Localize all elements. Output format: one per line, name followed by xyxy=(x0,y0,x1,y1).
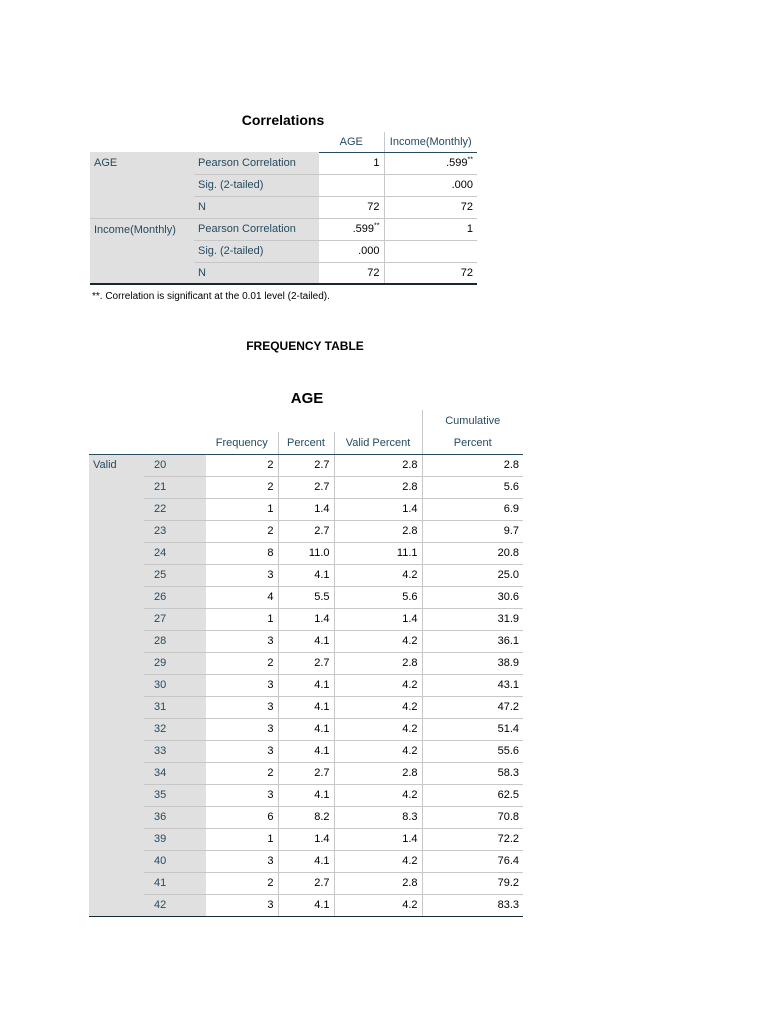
cell-percent: 2.7 xyxy=(278,762,334,784)
cell-frequency: 3 xyxy=(206,696,278,718)
cell-percent: 11.0 xyxy=(278,542,334,564)
age-value: 34 xyxy=(144,762,206,784)
cell-valid-percent: 4.2 xyxy=(334,696,422,718)
table-row xyxy=(89,762,523,784)
age-value: 29 xyxy=(144,652,206,674)
cell-valid-percent: 2.8 xyxy=(334,476,422,498)
age-value: 42 xyxy=(144,894,206,916)
significance-mark: ** xyxy=(374,222,380,230)
cell-percent: 4.1 xyxy=(278,740,334,762)
age-value: 28 xyxy=(144,630,206,652)
age-value: 32 xyxy=(144,718,206,740)
cell-cumulative-percent: 30.6 xyxy=(422,586,523,608)
cell-valid-percent: 4.2 xyxy=(334,674,422,696)
row-group-label: Valid xyxy=(89,454,144,916)
age-value: 24 xyxy=(144,542,206,564)
table-row xyxy=(89,872,523,894)
age-value: 26 xyxy=(144,586,206,608)
age-value: 31 xyxy=(144,696,206,718)
cell-percent: 4.1 xyxy=(278,696,334,718)
header-row xyxy=(89,410,523,432)
cell-percent: 2.7 xyxy=(278,652,334,674)
cell-percent: 2.7 xyxy=(278,476,334,498)
cell-frequency: 3 xyxy=(206,564,278,586)
cell-percent: 4.1 xyxy=(278,630,334,652)
correlations-footnote: **. Correlation is significant at the 0.01 level (2-tailed). xyxy=(92,291,330,302)
table-row xyxy=(89,718,523,740)
statistic-label: Sig. (2-tailed) xyxy=(194,240,319,262)
cell-value: .000 xyxy=(319,240,384,262)
table-row xyxy=(90,218,477,240)
table-row xyxy=(89,784,523,806)
age-value: 23 xyxy=(144,520,206,542)
age-value: 27 xyxy=(144,608,206,630)
cell-frequency: 6 xyxy=(206,806,278,828)
cell-percent: 1.4 xyxy=(278,608,334,630)
table-row xyxy=(89,850,523,872)
table-row xyxy=(89,630,523,652)
cell-frequency: 3 xyxy=(206,740,278,762)
significance-mark: ** xyxy=(467,156,473,164)
cell-valid-percent: 4.2 xyxy=(334,894,422,916)
age-value: 36 xyxy=(144,806,206,828)
table-row xyxy=(89,520,523,542)
cell-percent: 2.7 xyxy=(278,520,334,542)
table-row xyxy=(89,564,523,586)
cell-value: 72 xyxy=(460,201,473,213)
cell-percent: 2.7 xyxy=(278,872,334,894)
correlations-table xyxy=(90,132,477,285)
cell-value xyxy=(319,152,384,174)
age-table-title: AGE xyxy=(290,390,324,407)
cell-value xyxy=(384,240,477,262)
table-row xyxy=(89,894,523,916)
cell-cumulative-percent: 47.2 xyxy=(422,696,523,718)
cell-percent: 4.1 xyxy=(278,850,334,872)
cell-cumulative-percent: 43.1 xyxy=(422,674,523,696)
table-row xyxy=(89,476,523,498)
column-header: Income(Monthly) xyxy=(384,132,477,152)
age-value: 33 xyxy=(144,740,206,762)
cell-valid-percent: 4.2 xyxy=(334,630,422,652)
cell-valid-percent: 1.4 xyxy=(334,608,422,630)
cell-valid-percent: 4.2 xyxy=(334,740,422,762)
cell-text: 1 xyxy=(373,157,380,169)
cell-frequency: 8 xyxy=(206,542,278,564)
table-row xyxy=(89,652,523,674)
table-row xyxy=(89,608,523,630)
row-group-label: Income(Monthly) xyxy=(90,218,194,284)
age-value: 35 xyxy=(144,784,206,806)
cell-percent: 4.1 xyxy=(278,674,334,696)
cell-valid-percent: 4.2 xyxy=(334,718,422,740)
age-value: 39 xyxy=(144,828,206,850)
table-row xyxy=(89,828,523,850)
cell-cumulative-percent: 62.5 xyxy=(422,784,523,806)
cell-valid-percent: 1.4 xyxy=(334,498,422,520)
cell-valid-percent: 11.1 xyxy=(334,542,422,564)
correlations-title: Correlations xyxy=(241,112,325,128)
cell-text: 1 xyxy=(466,223,473,235)
age-value: 30 xyxy=(144,674,206,696)
age-value: 25 xyxy=(144,564,206,586)
table-row xyxy=(89,586,523,608)
column-header: Valid Percent xyxy=(334,432,422,454)
table-row xyxy=(89,498,523,520)
column-header: Frequency xyxy=(206,432,278,454)
cell-cumulative-percent: 38.9 xyxy=(422,652,523,674)
table-row xyxy=(89,740,523,762)
cell-frequency: 2 xyxy=(206,454,278,476)
cell-cumulative-percent: 70.8 xyxy=(422,806,523,828)
cell-cumulative-percent: 9.7 xyxy=(422,520,523,542)
cell-frequency: 4 xyxy=(206,586,278,608)
row-group-label: AGE xyxy=(90,152,194,218)
cell-percent: 1.4 xyxy=(278,498,334,520)
cell-valid-percent: 1.4 xyxy=(334,828,422,850)
cell-valid-percent: 2.8 xyxy=(334,872,422,894)
cell-percent: 4.1 xyxy=(278,718,334,740)
table-row xyxy=(89,696,523,718)
cell-frequency: 3 xyxy=(206,850,278,872)
statistic-label: N xyxy=(194,196,319,218)
cell-value: .000 xyxy=(384,174,477,196)
age-value: 41 xyxy=(144,872,206,894)
age-value: 40 xyxy=(144,850,206,872)
age-frequency-table xyxy=(89,410,523,917)
cell-value xyxy=(319,174,384,196)
cell-percent: 4.1 xyxy=(278,564,334,586)
cell-frequency: 3 xyxy=(206,674,278,696)
column-header: Percent xyxy=(278,432,334,454)
correlations-header-row xyxy=(90,132,477,152)
column-header: AGE xyxy=(319,132,384,152)
cell-text: .599 xyxy=(352,223,375,235)
cell-frequency: 2 xyxy=(206,520,278,542)
header-row xyxy=(89,432,523,454)
table-row xyxy=(89,542,523,564)
cell-frequency: 2 xyxy=(206,762,278,784)
age-value: 20 xyxy=(144,454,206,476)
cell-frequency: 3 xyxy=(206,718,278,740)
column-header-cumulative-line1: Cumulative xyxy=(422,410,523,432)
cell-valid-percent: 4.2 xyxy=(334,850,422,872)
cell-cumulative-percent: 2.8 xyxy=(422,454,523,476)
cell-valid-percent: 2.8 xyxy=(334,520,422,542)
cell-percent: 8.2 xyxy=(278,806,334,828)
cell-value: 72 xyxy=(319,262,384,284)
cell-cumulative-percent: 20.8 xyxy=(422,542,523,564)
cell-cumulative-percent: 51.4 xyxy=(422,718,523,740)
cell-frequency: 2 xyxy=(206,872,278,894)
cell-valid-percent: 2.8 xyxy=(334,454,422,476)
cell-cumulative-percent: 72.2 xyxy=(422,828,523,850)
age-value: 21 xyxy=(144,476,206,498)
cell-valid-percent: 8.3 xyxy=(334,806,422,828)
statistic-label: Pearson Correlation xyxy=(194,218,319,240)
table-row xyxy=(89,454,523,476)
cell-frequency: 2 xyxy=(206,652,278,674)
cell-cumulative-percent: 76.4 xyxy=(422,850,523,872)
cell-percent: 4.1 xyxy=(278,784,334,806)
cell-value: 72 xyxy=(319,196,384,218)
cell-frequency: 2 xyxy=(206,476,278,498)
cell-frequency: 3 xyxy=(206,784,278,806)
cell-valid-percent: 4.2 xyxy=(334,784,422,806)
cell-valid-percent: 5.6 xyxy=(334,586,422,608)
statistic-label: Pearson Correlation xyxy=(194,152,319,174)
cell-frequency: 1 xyxy=(206,608,278,630)
cell-value xyxy=(319,218,384,240)
table-row xyxy=(89,674,523,696)
cell-frequency: 3 xyxy=(206,894,278,916)
column-header-cumulative-line2: Percent xyxy=(422,432,523,454)
cell-valid-percent: 2.8 xyxy=(334,762,422,784)
cell-cumulative-percent: 83.3 xyxy=(422,894,523,916)
age-value: 22 xyxy=(144,498,206,520)
cell-cumulative-percent: 31.9 xyxy=(422,608,523,630)
cell-cumulative-percent: 5.6 xyxy=(422,476,523,498)
cell-frequency: 1 xyxy=(206,828,278,850)
cell-frequency: 1 xyxy=(206,498,278,520)
cell-valid-percent: 4.2 xyxy=(334,564,422,586)
cell-valid-percent: 2.8 xyxy=(334,652,422,674)
cell-value xyxy=(384,152,477,174)
cell-value xyxy=(384,218,477,240)
age-table-body xyxy=(89,454,523,916)
cell-cumulative-percent: 58.3 xyxy=(422,762,523,784)
cell-cumulative-percent: 55.6 xyxy=(422,740,523,762)
section-heading: FREQUENCY TABLE xyxy=(246,339,364,353)
table-row xyxy=(89,806,523,828)
cell-percent: 4.1 xyxy=(278,894,334,916)
cell-percent: 2.7 xyxy=(278,454,334,476)
cell-frequency: 3 xyxy=(206,630,278,652)
statistic-label: N xyxy=(194,262,319,284)
cell-cumulative-percent: 25.0 xyxy=(422,564,523,586)
cell-cumulative-percent: 6.9 xyxy=(422,498,523,520)
cell-text: .599 xyxy=(446,157,468,169)
cell-value: 72 xyxy=(384,262,477,284)
cell-percent: 5.5 xyxy=(278,586,334,608)
cell-percent: 1.4 xyxy=(278,828,334,850)
cell-cumulative-percent: 79.2 xyxy=(422,872,523,894)
statistic-label: Sig. (2-tailed) xyxy=(194,174,319,196)
table-row xyxy=(90,152,477,174)
cell-cumulative-percent: 36.1 xyxy=(422,630,523,652)
